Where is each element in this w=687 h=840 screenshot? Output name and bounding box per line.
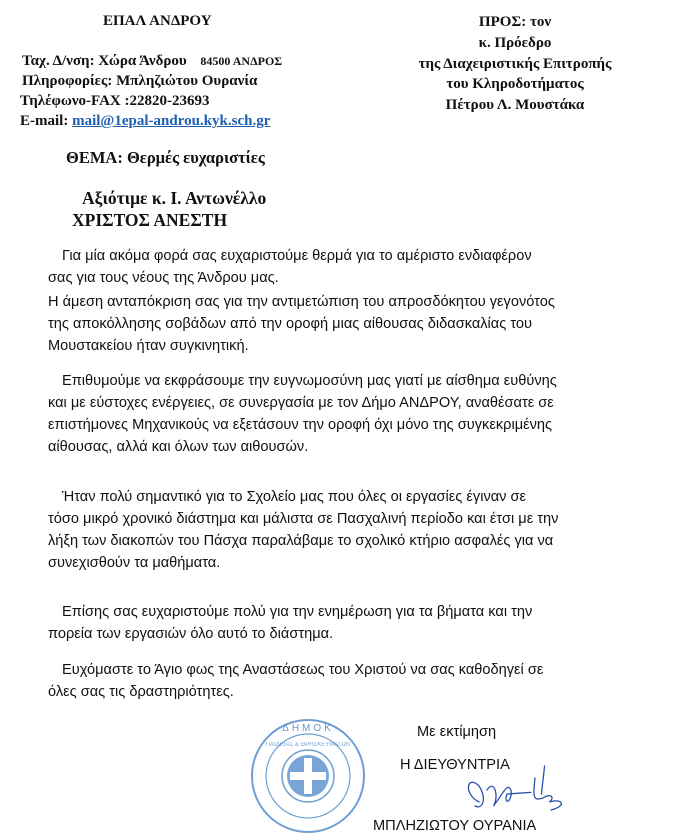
- body-line: Η άμεση ανταπόκριση σας για την αντιμετώπιση του απροσδόκητου γεγονότος: [48, 294, 555, 310]
- email-label: E-mail:: [20, 113, 69, 129]
- subject-line: ΘΕΜΑ: Θερμές ευχαριστίες: [66, 148, 265, 167]
- sender-phone: Τηλέφωνο-FAX :22820-23693: [20, 93, 210, 109]
- sender-info: Πληροφορίες: Μπληζιώτου Ουρανία: [22, 73, 258, 89]
- body-line: συνεχισθούν τα μαθήματα.: [48, 555, 221, 571]
- recipient-line: Πέτρου Λ. Μουστάκα: [445, 97, 585, 114]
- body-line: Επιθυμούμε να εκφράσουμε την ευγνωμοσύνη μας γιατί με αίσθημα ευθύνης: [62, 373, 557, 389]
- body-line: Ήταν πολύ σημαντικό για το Σχολείο μας που όλες οι εργασίες έγιναν σε: [62, 489, 527, 505]
- recipient-block: [395, 12, 635, 116]
- body-line: Ευχόμαστε το Άγιο φως της Αναστάσεως του Χριστού να σας καθοδηγεί σε: [62, 662, 544, 678]
- closing-regards: Με εκτίμηση: [417, 724, 497, 740]
- body-line: και με εύστοχες ενέργειες, σε συνεργασία με τον Δήμο ΑΝΔΡΟΥ, αναθέσατε σε: [48, 395, 554, 411]
- address-label: Ταχ. Δ/νση: Χώρα Άνδρου: [22, 53, 187, 69]
- svg-text:ΔΗΜΟΚ: ΔΗΜΟΚ: [282, 723, 334, 734]
- body-line: Μουστακείου ήταν συγκινητική.: [48, 338, 249, 354]
- body-line: σας για τους νέους της Άνδρου μας.: [48, 270, 279, 286]
- sender-email: [20, 111, 270, 131]
- body-line: λήξη των διακοπών του Πάσχα παραλάβαμε το σχολικό κτήριο ασφαλές για να: [48, 533, 554, 549]
- body-line: αίθουσας, αλλά και όλων των αιθουσών.: [48, 439, 309, 455]
- svg-text:ΠΑΙΔΕΙΑΣ & ΘΡΗΣΚΕΥΜΑΤΩΝ: ΠΑΙΔΕΙΑΣ & ΘΡΗΣΚΕΥΜΑΤΩΝ: [265, 742, 351, 748]
- recipient-line: κ. Πρόεδρο: [478, 34, 552, 51]
- postal-code: 84500 ΑΝΔΡΟΣ: [200, 54, 283, 68]
- email-link[interactable]: mail@1epal-androu.kyk.sch.gr: [72, 113, 271, 129]
- closing-title: Η ΔΙΕΥΘΥΝΤΡΙΑ: [400, 757, 510, 773]
- body-line: της αποκόλλησης σοβάδων από την οροφή μιας αίθουσας διδασκαλίας του: [48, 316, 532, 332]
- school-name: ΕΠΑΛ ΑΝΔΡΟΥ: [103, 13, 212, 29]
- signatory-name: ΜΠΛΗΖΙΩΤΟΥ ΟΥΡΑΝΙΑ: [373, 818, 537, 834]
- body-line: Επίσης σας ευχαριστούμε πολύ για την ενημέρωση για τα βήματα και την: [62, 604, 533, 620]
- official-stamp: [248, 716, 368, 836]
- body-line: πορεία των εργασιών όλο αυτό το διάστημα.: [48, 626, 334, 642]
- recipient-line: ΠΡΟΣ: τον: [478, 14, 552, 30]
- easter-greeting: ΧΡΙΣΤΟΣ ΑΝΕΣΤΗ: [72, 210, 228, 230]
- body-line: Για μία ακόμα φορά σας ευχαριστούμε θερμά για το αμέριστο ενδιαφέρον: [62, 248, 532, 264]
- sender-address: [22, 51, 282, 71]
- recipient-line: της Διαχειριστικής Επιτροπής: [418, 55, 612, 72]
- body-line: όλες σας τις δραστηριότητες.: [48, 684, 234, 700]
- body-line: τόσο μικρό χρονικό διάστημα και μάλιστα σε Πασχαλινή περίοδο και έτσι με την: [48, 511, 559, 527]
- body-line: επιστήμονες Μηχανικούς να εξετάσουν την οροφή όχι μόνο της συγκεκριμένης: [48, 417, 553, 433]
- recipient-line: του Κληροδοτήματος: [446, 76, 584, 93]
- salutation: Αξιότιμε κ. Ι. Αντωνέλλο: [82, 188, 267, 208]
